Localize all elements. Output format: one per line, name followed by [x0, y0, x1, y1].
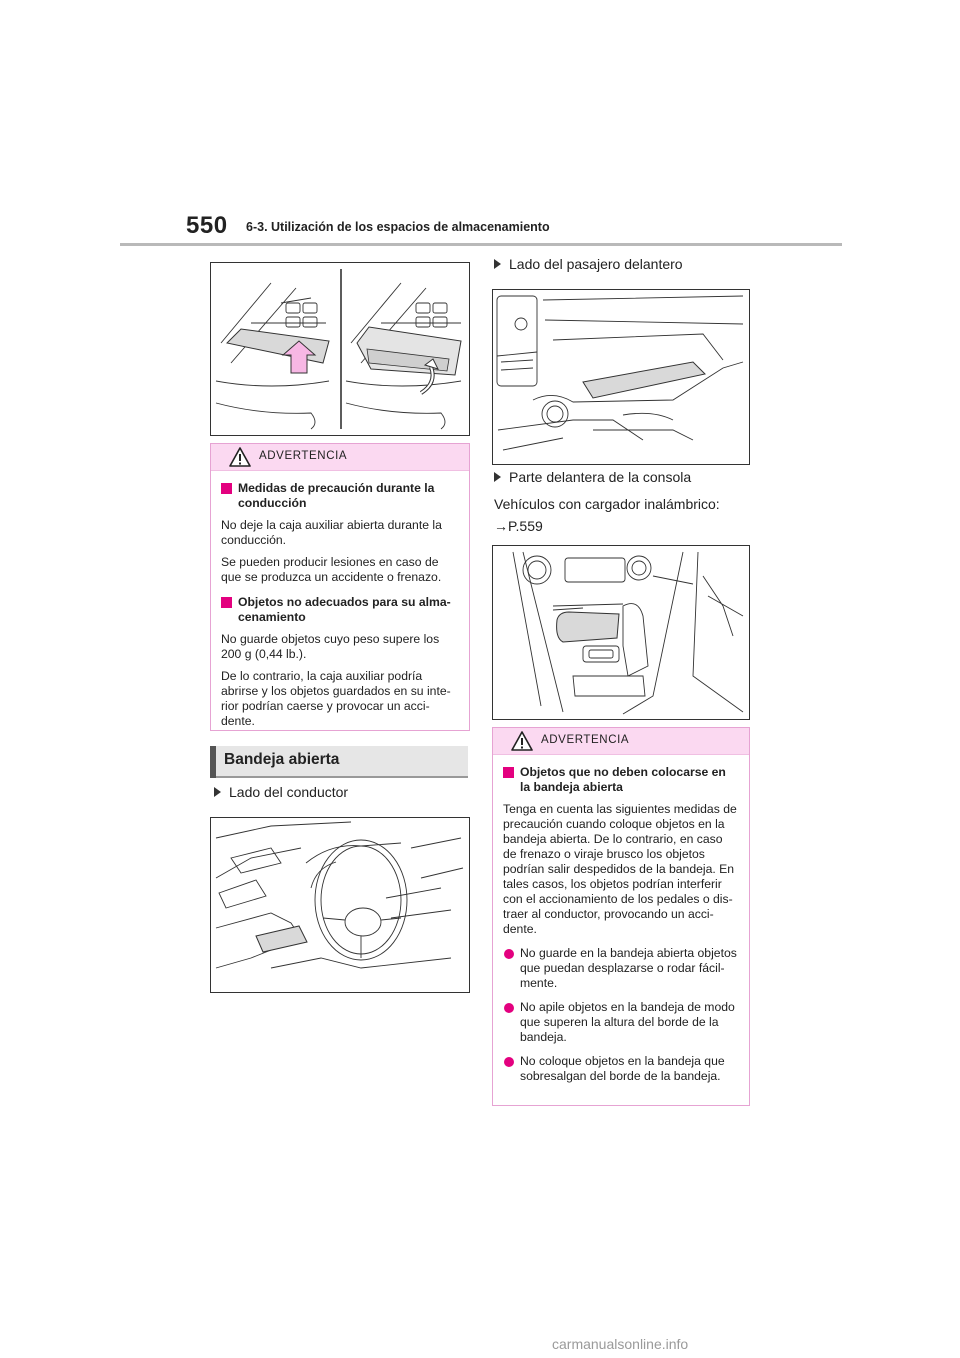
subheading-driver-side: Lado del conductor [214, 784, 348, 800]
header-rule [120, 243, 842, 246]
figure-passenger-side-tray [492, 289, 750, 465]
warning-bullet: No coloque objetos en la bandeja que sobresalgan del borde de la bandeja. [503, 1054, 739, 1084]
right-arrow-icon [494, 472, 501, 482]
warning-heading-unsuitable-objects: Objetos no adecuados para su alma- cenamiento [221, 595, 459, 625]
passenger-side-illustration [493, 290, 749, 464]
figure-console-tray [492, 545, 750, 720]
subheading-passenger-side: Lado del pasajero delantero [494, 256, 683, 272]
warning-bullet: No apile objetos en la bandeja de modo que superen la altura del borde de la bandeja. [503, 1000, 739, 1045]
warning-title: ADVERTENCIA [541, 734, 630, 746]
round-bullet-icon [504, 949, 514, 959]
heading-accent-bar [210, 746, 216, 778]
warning-paragraph: No deje la caja auxiliar abierta durante la conducción. [221, 518, 442, 547]
warning-bullet: No guarde en la bandeja abierta objetos que puedan desplazarse o rodar fácil- mente. [503, 946, 739, 991]
footer-watermark: carmanualsonline.info [552, 1336, 689, 1352]
page-number: 550 [186, 212, 228, 239]
round-bullet-icon [504, 1003, 514, 1013]
warning-heading-driving: Medidas de precaución durante la conducción [221, 481, 459, 511]
warning-header [211, 444, 469, 471]
warning-heading-objects: Objetos que no deben colocarse en la bandeja abierta [503, 765, 739, 795]
figure-auxiliary-box [210, 262, 470, 436]
square-bullet-icon [503, 767, 514, 778]
console-illustration [493, 546, 749, 719]
page-reference-link[interactable]: →P.559 [494, 518, 543, 534]
warning-header [493, 728, 749, 755]
subheading-console-front: Parte delantera de la consola [494, 469, 691, 485]
warning-paragraph: Se pueden producir lesiones en caso de que se produzca un accidente o frenazo. [221, 555, 442, 584]
warning-paragraph: No guarde objetos cuyo peso supere los 200 g (0,44 lb.). [221, 632, 440, 661]
right-arrow-icon [214, 787, 221, 797]
wireless-charger-note: Vehículos con cargador inalámbrico: [494, 496, 720, 512]
warning-box-open-tray [492, 727, 750, 1106]
warning-title: ADVERTENCIA [259, 450, 348, 462]
section-heading-text: Bandeja abierta [224, 751, 340, 768]
warning-box-auxiliary [210, 443, 470, 731]
square-bullet-icon [221, 483, 232, 494]
warning-paragraph: Tenga en cuenta las siguientes medidas de precaución cuando coloque objetos en la bandeja abierta. De lo contrario, en caso de frenazo o viraje brusco los objetos podrían salir despedidos de la bandeja. En tales casos, los objetos podrían interferir con el accionamiento de los pedales o dis- traer al conductor, provocando un acci- dente. [503, 802, 737, 936]
section-heading-open-tray [210, 746, 468, 778]
warning-paragraph: De lo contrario, la caja auxiliar podría abrirse y los objetos guardados en su inte- rior podrían caerse y provocar un acci- dente. [221, 669, 451, 728]
right-arrow-icon [494, 259, 501, 269]
square-bullet-icon [221, 597, 232, 608]
warning-triangle-icon [511, 731, 533, 751]
section-title: 6-3. Utilización de los espacios de almacenamiento [246, 220, 550, 234]
round-bullet-icon [504, 1057, 514, 1067]
figure-driver-side-tray [210, 817, 470, 993]
driver-side-illustration [211, 818, 469, 992]
warning-triangle-icon [229, 447, 251, 467]
auxiliary-box-illustration [211, 263, 469, 435]
